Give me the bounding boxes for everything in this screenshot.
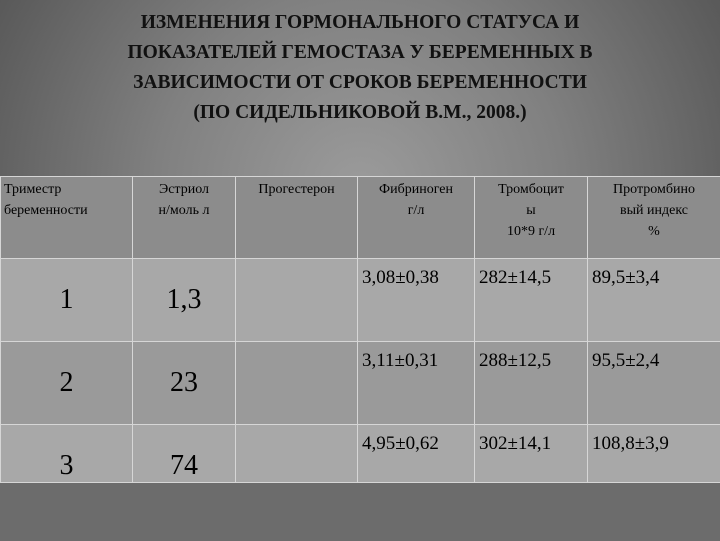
cell-progesterone [236,259,358,342]
cell-estriol: 23 [133,342,236,425]
header-fibrinogen: Фибриноген г/л [358,177,475,259]
cell-fibrinogen: 3,11±0,31 [358,342,475,425]
title-line: ЗАВИСИМОСТИ ОТ СРОКОВ БЕРЕМЕННОСТИ [40,68,680,98]
cell-prothrombin: 95,5±2,4 [588,342,720,425]
table-row [1,342,720,425]
cell-platelets: 288±12,5 [475,342,588,425]
table-footer-band [0,482,720,541]
cell-trimester: 1 [1,259,133,342]
table-row [1,259,720,342]
table-header-row [1,177,720,259]
data-table-container [0,176,720,482]
header-prothrombin: Протромбино вый индекс % [588,177,720,259]
cell-progesterone [236,342,358,425]
cell-prothrombin: 108,8±3,9 [588,425,720,508]
cell-estriol: 74 [133,425,236,508]
cell-platelets: 282±14,5 [475,259,588,342]
title-line: ИЗМЕНЕНИЯ ГОРМОНАЛЬНОГО СТАТУСА И [40,8,680,38]
cell-trimester: 2 [1,342,133,425]
header-platelets: Тромбоцит ы 10*9 г/л [475,177,588,259]
cell-platelets: 302±14,1 [475,425,588,508]
title-line: ПОКАЗАТЕЛЕЙ ГЕМОСТАЗА У БЕРЕМЕННЫХ В [40,38,680,68]
cell-estriol: 1,3 [133,259,236,342]
cell-prothrombin: 89,5±3,4 [588,259,720,342]
slide-title [40,8,680,128]
title-line: (ПО СИДЕЛЬНИКОВОЙ В.М., 2008.) [40,98,680,128]
cell-fibrinogen: 3,08±0,38 [358,259,475,342]
header-trimester: Триместр беременности [1,177,133,259]
header-progesterone: Прогестерон [236,177,358,259]
cell-trimester: 3 [1,425,133,508]
cell-fibrinogen: 4,95±0,62 [358,425,475,508]
data-table [0,176,720,508]
header-estriol: Эстриол н/моль л [133,177,236,259]
